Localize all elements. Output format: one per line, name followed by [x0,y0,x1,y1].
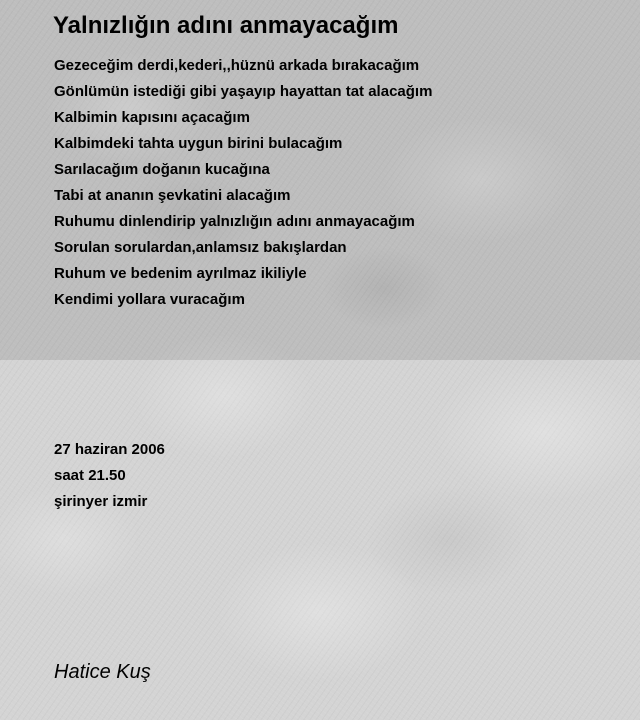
poem-line: Sarılacağım doğanın kucağına [54,161,270,178]
poem-place: şirinyer izmir [54,493,148,510]
poem-line: Gönlümün istediği gibi yaşayıp hayattan tat alacağım [54,83,433,100]
poem-date: 27 haziran 2006 [54,441,165,458]
poem-line: Kalbimdeki tahta uygun birini bulacağım [54,135,343,152]
poem-body [54,53,432,313]
poem-line: Sorulan sorulardan,anlamsız bakışlardan [54,239,347,256]
poem-line: Tabi at ananın şevkatini alacağım [54,187,291,204]
poem-footer [54,437,165,515]
poem-author: Hatice Kuş [54,661,151,683]
poem-time: saat 21.50 [54,467,126,484]
poem-line: Ruhum ve bedenim ayrılmaz ikiliyle [54,265,307,282]
poem-line: Ruhumu dinlendirip yalnızlığın adını anmayacağım [54,213,415,230]
poem-line: Kendimi yollara vuracağım [54,291,245,308]
poem-line: Gezeceğim derdi,kederi,,hüznü arkada bırakacağım [54,57,420,74]
poem-line: Kalbimin kapısını açacağım [54,109,250,126]
poem-title: Yalnızlığın adını anmayacağım [53,12,399,39]
